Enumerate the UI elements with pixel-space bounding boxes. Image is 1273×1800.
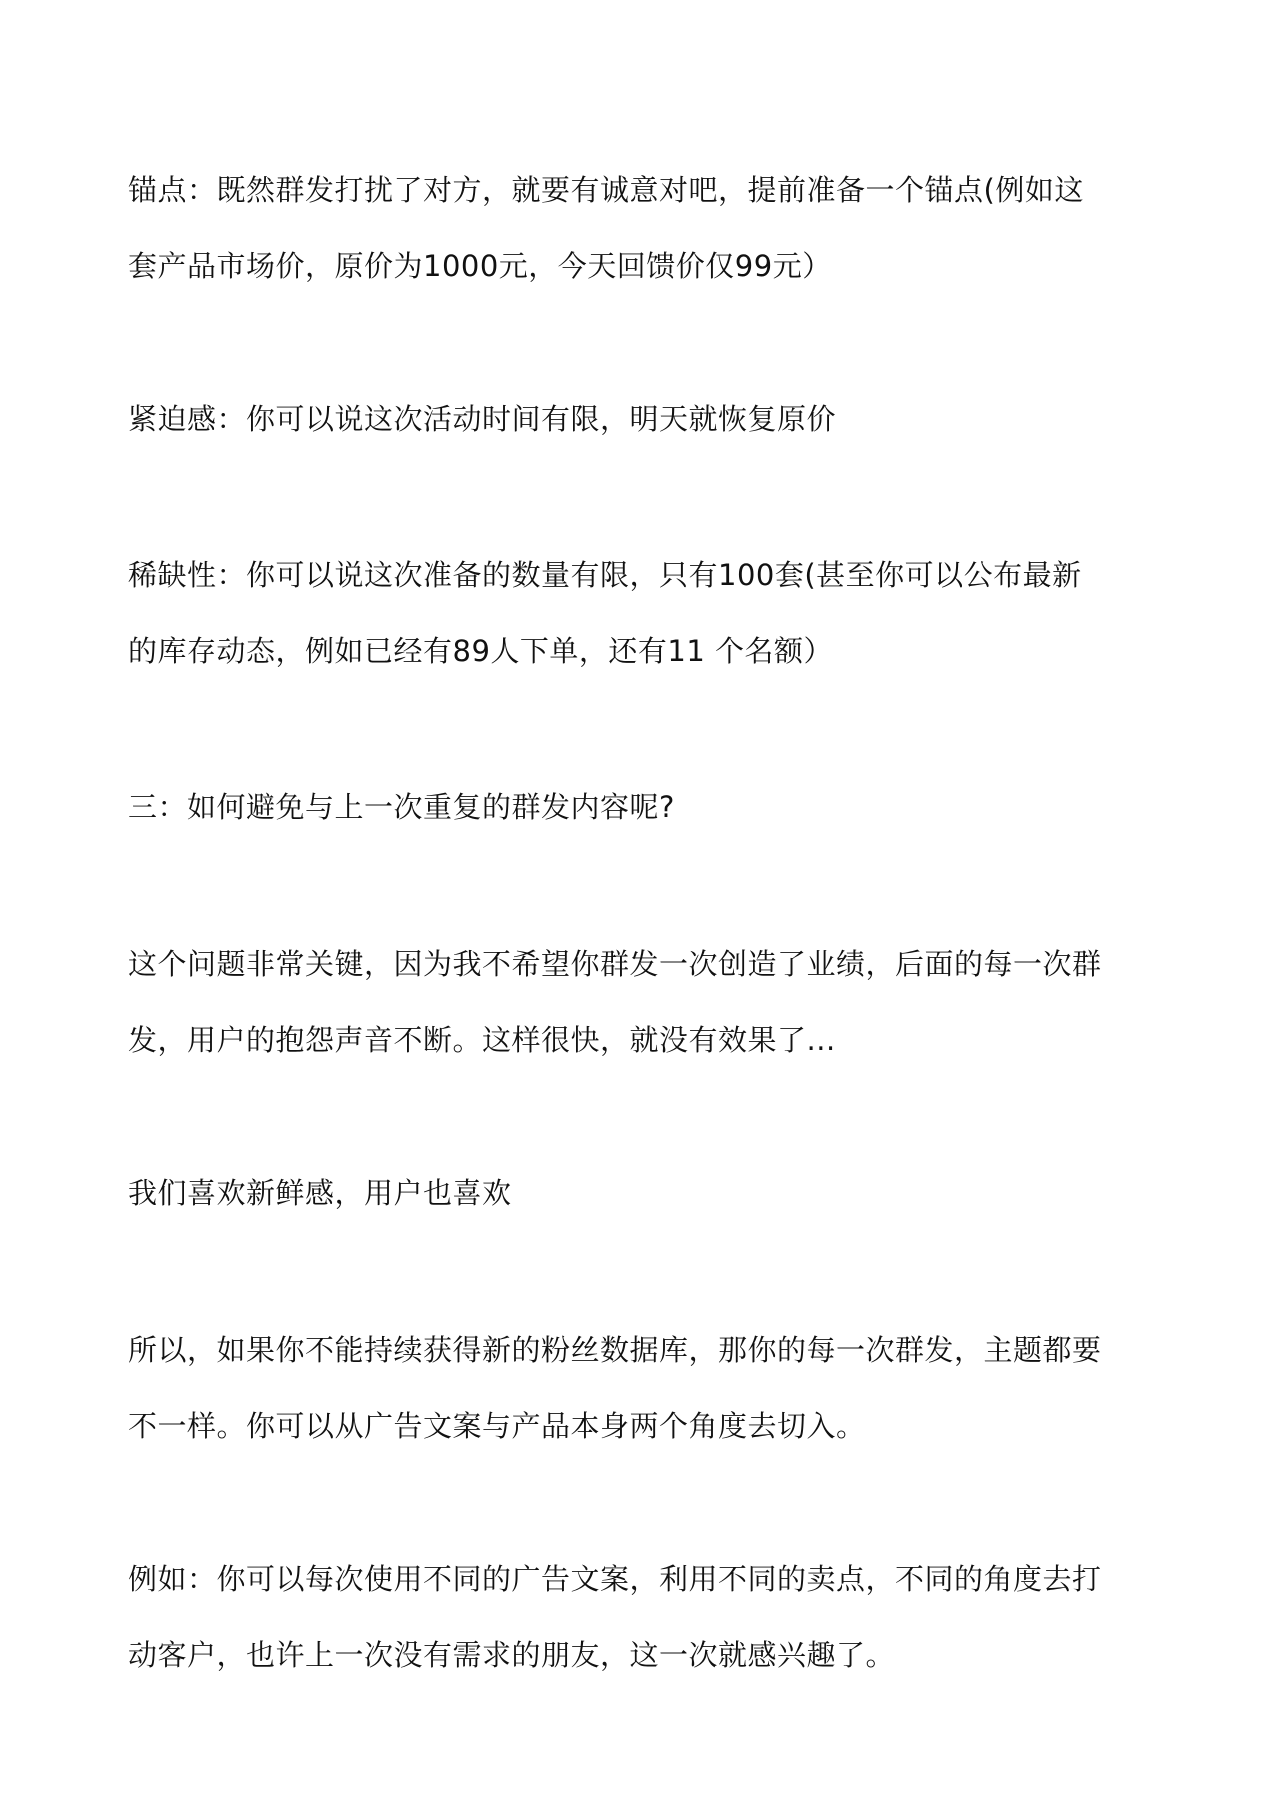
paragraph-line: 动客户，也许上一次没有需求的朋友，这一次就感兴趣了。 — [128, 1638, 896, 1672]
paragraph-line: 三：如何避免与上一次重复的群发内容呢? — [128, 790, 675, 824]
paragraph-conclusion — [128, 1312, 1148, 1464]
paragraph-urgency — [128, 381, 1148, 457]
paragraph-novelty — [128, 1155, 1148, 1231]
paragraph-key-issue — [128, 926, 1148, 1078]
paragraph-scarcity — [128, 537, 1148, 689]
paragraph-line: 紧迫感：你可以说这次活动时间有限，明天就恢复原价 — [128, 402, 837, 436]
paragraph-line: 发，用户的抱怨声音不断。这样很快，就没有效果了... — [128, 1023, 836, 1057]
paragraph-line: 所以，如果你不能持续获得新的粉丝数据库，那你的每一次群发，主题都要 — [128, 1333, 1102, 1367]
paragraph-line: 不一样。你可以从广告文案与产品本身两个角度去切入。 — [128, 1409, 866, 1443]
paragraph-line: 稀缺性：你可以说这次准备的数量有限，只有100套(甚至你可以公布最新 — [128, 558, 1082, 592]
paragraph-example — [128, 1541, 1148, 1693]
paragraph-line: 锚点：既然群发打扰了对方，就要有诚意对吧，提前准备一个锚点(例如这 — [128, 173, 1084, 207]
paragraph-line: 的库存动态，例如已经有89人下单，还有11 个名额） — [128, 634, 834, 668]
paragraph-anchor — [128, 152, 1148, 304]
section-heading — [128, 769, 1148, 845]
paragraph-line: 这个问题非常关键，因为我不希望你群发一次创造了业绩，后面的每一次群 — [128, 947, 1102, 981]
paragraph-line: 例如：你可以每次使用不同的广告文案，利用不同的卖点，不同的角度去打 — [128, 1562, 1102, 1596]
paragraph-line: 我们喜欢新鲜感，用户也喜欢 — [128, 1176, 512, 1210]
paragraph-line: 套产品市场价，原价为1000元，今天回馈价仅99元） — [128, 249, 832, 283]
